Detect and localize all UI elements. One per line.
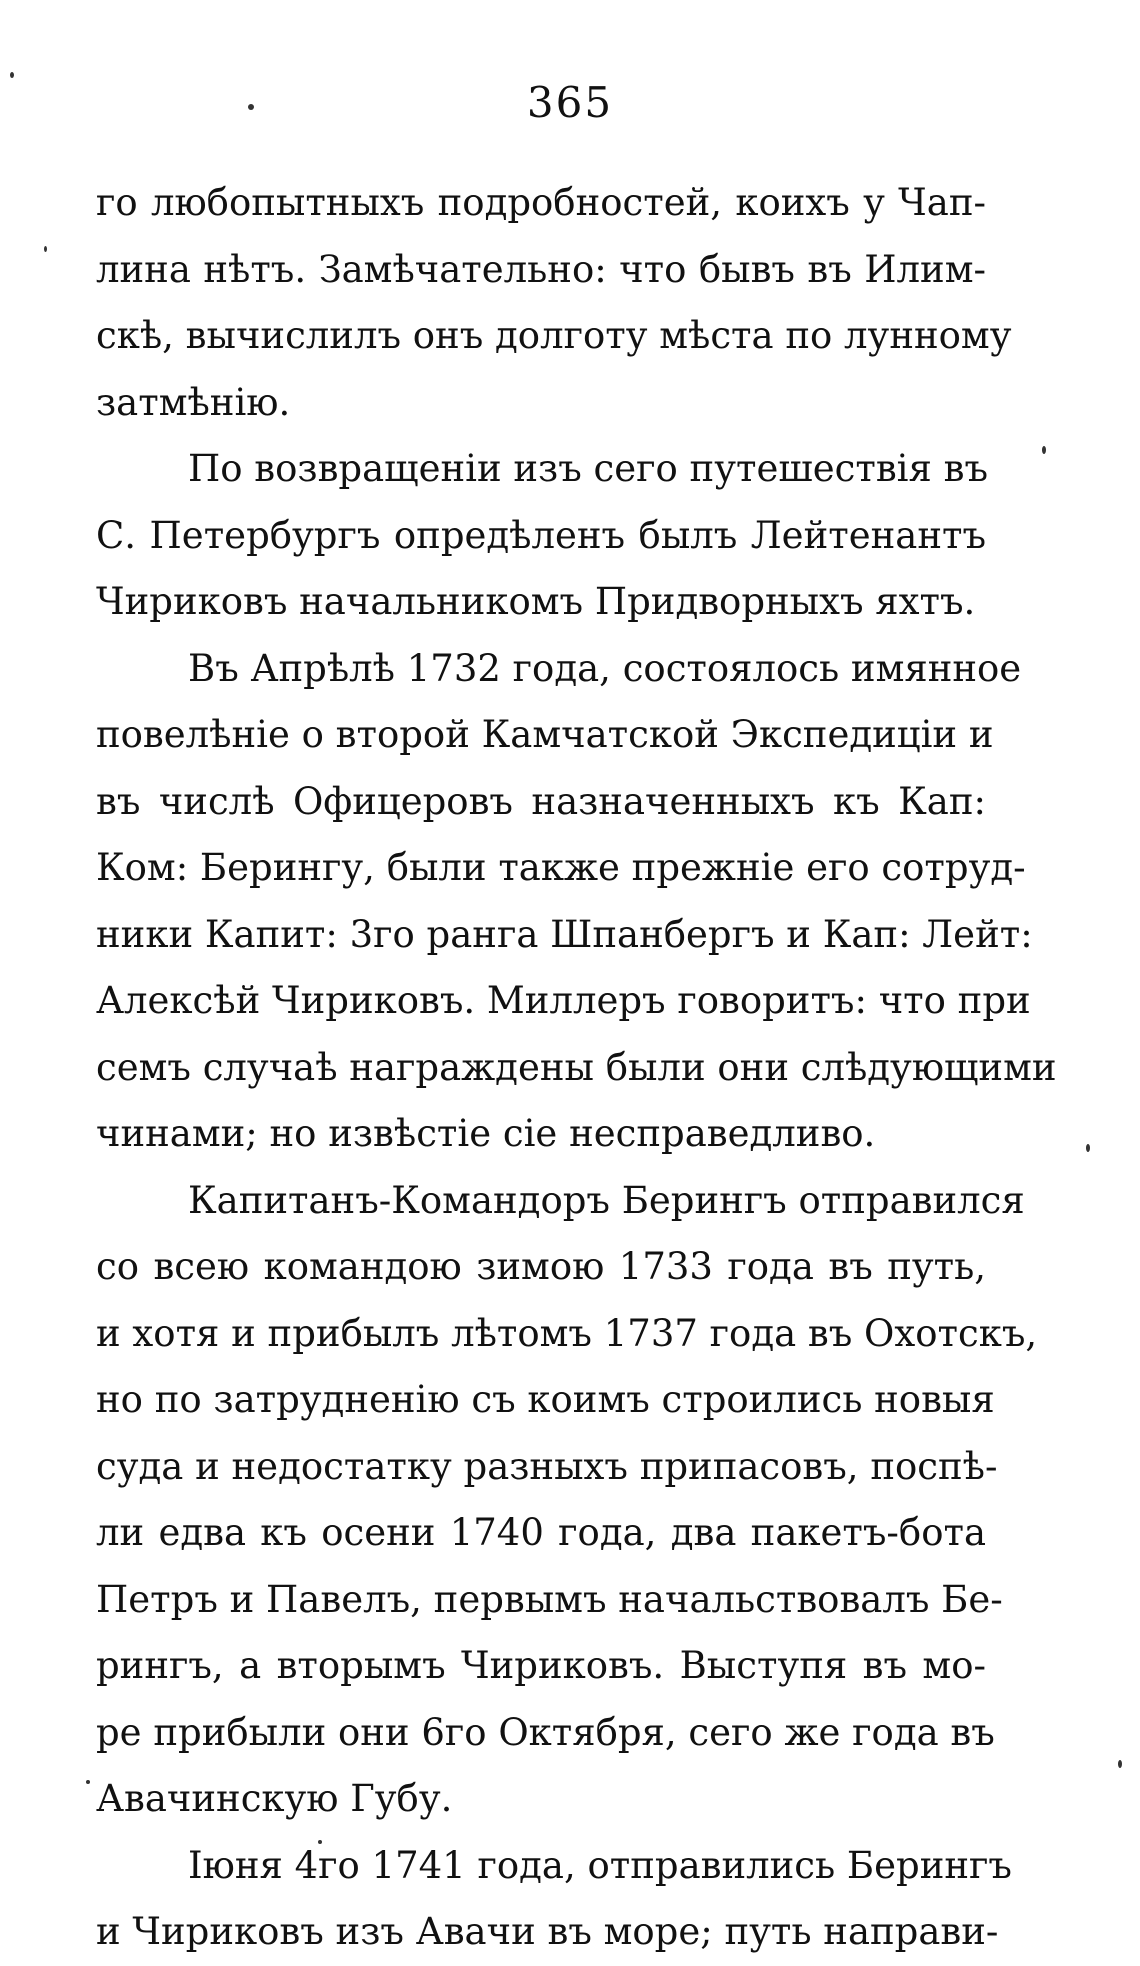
scan-speck	[248, 104, 254, 110]
scan-speck	[318, 1840, 322, 1844]
text-line: и хотя и прибылъ лѣтомъ 1737 года въ Охотскъ,	[96, 1311, 1038, 1355]
scan-speck	[1118, 1760, 1122, 1768]
text-line: ре прибыли они 6го Октября, сего же года въ	[96, 1710, 995, 1754]
text-line: и Чириковъ изъ Авачи въ море; путь направи-	[96, 1910, 999, 1953]
text-line: затмѣнію.	[96, 380, 291, 424]
text-line: Алексѣй Чириковъ. Миллеръ говоритъ: что при	[96, 979, 1031, 1022]
text-line: Капитанъ-Командоръ Берингъ отправился	[188, 1178, 1025, 1222]
text-line: Ком: Берингу, были также прежніе его сотруд-	[96, 846, 1026, 889]
text-line: Въ Апрѣлѣ 1732 года, состоялось имянное	[188, 646, 1022, 690]
text-line: Чириковъ начальникомъ Придворныхъ яхтъ.	[96, 580, 976, 623]
scan-speck	[10, 72, 14, 78]
text-line: скѣ, вычислилъ онъ долготу мѣста по лунному	[96, 314, 1012, 357]
text-line: чинами; но извѣстіе сіе несправедливо.	[96, 1112, 876, 1155]
scan-speck	[1042, 446, 1046, 454]
text-line: ники Капит: 3го ранга Шпанбергъ и Кап: Лейт:	[96, 912, 1033, 956]
text-line: лина нѣтъ. Замѣчательно: что бывъ въ Илим-	[96, 247, 986, 291]
scan-speck	[1086, 1144, 1090, 1152]
text-line: суда и недостатку разныхъ припасовъ, поспѣ-	[96, 1444, 998, 1488]
text-line: По возвращеніи изъ сего путешествія въ	[188, 447, 988, 490]
text-line: го любопытныхъ подробностей, коихъ у Чап-	[96, 181, 986, 224]
text-line: повелѣніе о второй Камчатской Экспедиціи и	[96, 713, 994, 756]
text-line: Авачинскую Губу.	[96, 1777, 453, 1820]
text-line: семъ случаѣ награждены были они слѣдующими	[96, 1045, 1057, 1089]
text-line: Петръ и Павелъ, первымъ начальствовалъ Бе-	[96, 1577, 1003, 1621]
text-line: рингъ, а вторымъ Чириковъ. Выступя въ мо-	[96, 1644, 986, 1687]
page-number: 365	[526, 78, 614, 127]
text-line: но по затрудненію съ коимъ строились новыя	[96, 1378, 995, 1421]
scan-speck	[44, 246, 47, 252]
text-line: въ числѣ Офицеровъ назначенныхъ къ Кап:	[96, 779, 986, 823]
scan-speck	[86, 1780, 90, 1784]
text-line: со всею командою зимою 1733 года въ путь,	[96, 1245, 986, 1288]
body-text	[96, 170, 1057, 1966]
text-line: С. Петербургъ опредѣленъ былъ Лейтенантъ	[96, 513, 986, 557]
text-line: Іюня 4го 1741 года, отправились Берингъ	[188, 1843, 1012, 1887]
text-line: ли едва къ осени 1740 года, два пакетъ-бота	[96, 1511, 986, 1554]
